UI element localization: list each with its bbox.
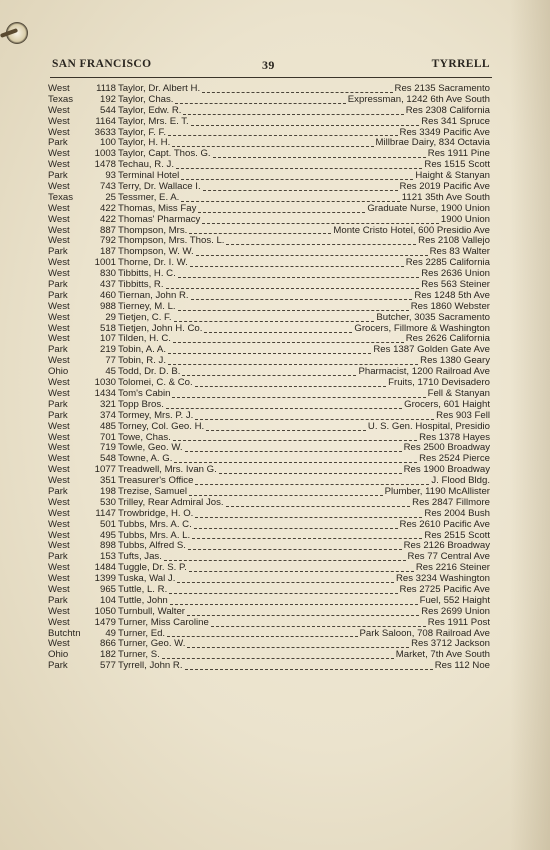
subscriber-address: Res 2108 Vallejo (418, 235, 490, 247)
subscriber-address: Grocers, 601 Haight (404, 398, 490, 410)
subscriber-address: 1121 35th Ave South (401, 191, 490, 203)
subscriber-name: Taylor, Edw. R. (118, 104, 182, 116)
listing-entry (118, 422, 490, 433)
phone-number: 321 (99, 398, 116, 410)
listing-entry (118, 520, 490, 531)
subscriber-name: Torney, Col. Geo. H. (118, 420, 205, 432)
leader-dashes (192, 537, 422, 539)
leader-dashes (194, 527, 398, 529)
phone-number: 1118 (96, 83, 116, 94)
subscriber-address: Monte Cristo Hotel, 600 Presidio Ave (333, 224, 490, 236)
subscriber-name: Taylor, F. F. (118, 126, 166, 138)
phone-number: 153 (99, 551, 116, 563)
subscriber-address: Millbrae Dairy, 834 Octavia (375, 137, 490, 149)
subscriber-name: Thompson, Mrs. Thos. L. (118, 235, 225, 247)
subscriber-address: Grocers, Fillmore & Washington (354, 322, 490, 334)
phone-number: 1001 (94, 257, 116, 269)
subscriber-name: Terminal Hotel (118, 170, 180, 182)
subscriber-address: Res 2216 Steiner (415, 562, 490, 574)
subscriber-name: Towe, Chas. (118, 431, 171, 443)
subscriber-address: Res 2500 Broadway (403, 442, 490, 454)
leader-dashes (170, 603, 418, 605)
leader-dashes (168, 363, 418, 365)
leader-dashes (187, 614, 419, 616)
subscriber-name: Terry, Dr. Wallace I. (118, 181, 201, 193)
subscriber-name: Thomas' Pharmacy (118, 213, 201, 225)
subscriber-address: Fell & Stanyan (427, 387, 490, 399)
phone-number: 104 (99, 594, 116, 606)
listing-row (48, 313, 490, 324)
phone-number: 187 (99, 246, 116, 258)
exchange-name: West (48, 431, 70, 443)
exchange-name: Park (48, 289, 68, 301)
listing-entry (118, 215, 490, 226)
listing-row (48, 117, 490, 128)
exchange-name: Park (48, 170, 68, 182)
subscriber-name: Tibbitts, H. C. (118, 268, 176, 280)
subscriber-name: Tom's Cabin (118, 387, 171, 399)
page-number: 39 (262, 58, 275, 72)
subscriber-name: Taylor, Mrs. E. T. (118, 115, 189, 127)
subscriber-name: Treasurer's Office (118, 475, 194, 487)
leader-dashes (202, 91, 392, 93)
phone-number: 437 (99, 279, 116, 291)
subscriber-address: 1900 Union (440, 213, 490, 225)
subscriber-address: Res 2636 Union (421, 268, 490, 280)
exchange-name: Texas (48, 93, 74, 105)
leader-dashes (167, 635, 357, 637)
subscriber-name: Tubbs, Mrs. A. L. (118, 529, 191, 541)
subscriber-address: Butcher, 3035 Sacramento (376, 311, 490, 323)
subscriber-name: Tubbs, Mrs. A. C. (118, 518, 192, 530)
leader-dashes (174, 320, 375, 322)
phone-number: 1147 (95, 507, 116, 519)
phone-number: 77 (105, 355, 116, 367)
leader-dashes (178, 309, 409, 311)
phone-number: 1478 (94, 159, 116, 171)
subscriber-name: Tubbs, Alfred S. (118, 540, 186, 552)
subscriber-address: Res 3349 Pacific Ave (399, 126, 490, 138)
leader-dashes (169, 592, 397, 594)
subscriber-address: Res 2126 Broadway (403, 540, 490, 552)
phone-number: 887 (99, 224, 116, 236)
leader-dashes (166, 407, 402, 409)
subscriber-address: Res 2515 Scott (424, 529, 490, 541)
subscriber-address: Plumber, 1190 McAllister (384, 485, 490, 497)
exchange-name: West (48, 573, 70, 585)
phone-number: 198 (99, 485, 116, 497)
subscriber-name: Tilden, H. C. (118, 333, 171, 345)
phone-number: 107 (99, 333, 116, 345)
subscriber-address: Fruits, 1710 Devisadero (388, 377, 490, 389)
subscriber-name: Tuska, Wal J. (118, 573, 176, 585)
exchange-name: West (48, 562, 70, 574)
subscriber-address: Res 2524 Pierce (419, 453, 490, 465)
subscriber-name: Tibbitts, R. (118, 279, 164, 291)
subscriber-name: Trilley, Rear Admiral Jos. (118, 496, 224, 508)
exchange-name: West (48, 83, 70, 94)
exchange-name: West (48, 529, 70, 541)
leader-dashes (226, 505, 411, 507)
exchange-name: Ohio (48, 366, 69, 378)
subscriber-address: J. Flood Bldg. (431, 475, 490, 487)
subscriber-name: Thomas, Miss Fay (118, 202, 197, 214)
exchange-name: West (48, 616, 70, 628)
phone-number: 719 (99, 442, 116, 454)
subscriber-address: Res 2135 Sacramento (394, 83, 490, 94)
exchange-name: West (48, 268, 70, 280)
exchange-name: West (48, 453, 70, 465)
exchange-name: West (48, 322, 70, 334)
leader-dashes (181, 200, 399, 202)
leader-dashes (189, 494, 383, 496)
subscriber-address: Res 2019 Pacific Ave (399, 181, 490, 193)
leader-dashes (195, 385, 386, 387)
subscriber-address: Graduate Nurse, 1900 Union (367, 202, 490, 214)
subscriber-address: Pharmacist, 1200 Railroad Ave (358, 366, 490, 378)
listing-row (48, 520, 490, 531)
subscriber-name: Techau, R. J. (118, 159, 174, 171)
leader-dashes (166, 287, 420, 289)
subscriber-name: Tietjen, C. F. (118, 311, 172, 323)
phone-number: 1434 (94, 387, 116, 399)
phone-number: 1399 (94, 573, 116, 585)
exchange-name: West (48, 235, 70, 247)
exchange-name: West (48, 181, 70, 193)
subscriber-name: Thorne, Dr. I. W. (118, 257, 188, 269)
leader-dashes (183, 113, 403, 115)
phone-number: 701 (99, 431, 116, 443)
exchange-name: Park (48, 398, 68, 410)
subscriber-name: Tiernan, John R. (118, 289, 189, 301)
subscriber-address: Res 3712 Jackson (411, 638, 490, 650)
leader-dashes (176, 167, 422, 169)
leader-dashes (206, 429, 366, 431)
header-rule (50, 77, 492, 78)
subscriber-name: Tuttle, John (118, 594, 168, 606)
leader-dashes (185, 450, 402, 452)
subscriber-name: Towle, Geo. W. (118, 442, 183, 454)
exchange-name: West (48, 257, 70, 269)
subscriber-address: Res 2610 Pacific Ave (399, 518, 490, 530)
listing-entry (118, 313, 490, 324)
subscriber-address: Res 1515 Scott (424, 159, 490, 171)
leader-dashes (203, 189, 398, 191)
leader-dashes (202, 222, 439, 224)
subscriber-name: Taylor, Capt. Thos. G. (118, 148, 211, 160)
phone-number: 422 (99, 213, 116, 225)
leader-dashes (189, 232, 331, 234)
leader-dashes (172, 396, 425, 398)
subscriber-name: Turner, Ed. (118, 627, 166, 639)
exchange-name: Park (48, 409, 68, 421)
exchange-name: West (48, 355, 70, 367)
leader-dashes (187, 646, 409, 648)
exchange-name: West (48, 104, 70, 116)
exchange-name: West (48, 159, 70, 171)
leader-dashes (173, 439, 417, 441)
leader-dashes (226, 243, 416, 245)
phone-number: 577 (99, 660, 116, 672)
leader-dashes (198, 211, 365, 213)
subscriber-name: Tobin, A. A. (118, 344, 167, 356)
subscriber-address: Res 1387 Golden Gate Ave (373, 344, 490, 356)
leader-dashes (219, 472, 402, 474)
leader-dashes (211, 625, 426, 627)
exchange-name: West (48, 605, 70, 617)
subscriber-name: Tuttle, L. R. (118, 583, 168, 595)
phone-number: 501 (99, 518, 116, 530)
exchange-name: West (48, 518, 70, 530)
leader-dashes (172, 145, 373, 147)
phone-number: 518 (99, 322, 116, 334)
leader-dashes (188, 548, 402, 550)
exchange-name: Park (48, 137, 68, 149)
listing-entry (118, 618, 490, 629)
phone-number: 1077 (94, 464, 116, 476)
leader-dashes (195, 516, 422, 518)
listing-row (48, 509, 490, 520)
subscriber-address: Res 2699 Union (421, 605, 490, 617)
phone-number: 544 (99, 104, 116, 116)
exchange-name: West (48, 583, 70, 595)
subscriber-address: Fuel, 552 Haight (419, 594, 490, 606)
leader-dashes (204, 331, 352, 333)
subscriber-name: Taylor, Chas. (118, 93, 174, 105)
exchange-name: Park (48, 485, 68, 497)
phone-number: 219 (99, 344, 116, 356)
exchange-name: West (48, 202, 70, 214)
leader-dashes (181, 178, 413, 180)
exchange-name: West (48, 224, 70, 236)
leader-dashes (185, 668, 433, 670)
exchange-name: Park (48, 246, 68, 258)
listing-row (48, 618, 490, 629)
phone-number: 3633 (94, 126, 116, 138)
listing-row (48, 215, 490, 226)
phone-number: 1164 (95, 115, 116, 127)
subscriber-name: Tierney, M. L. (118, 300, 176, 312)
subscriber-name: Tolomei, C. & Co. (118, 377, 193, 389)
phone-number: 743 (99, 181, 116, 193)
directory-listing (48, 84, 490, 672)
subscriber-name: Topp Bros. (118, 398, 164, 410)
subscriber-name: Taylor, H. H. (118, 137, 171, 149)
phone-number: 100 (99, 137, 116, 149)
leader-dashes (213, 156, 426, 158)
phone-number: 830 (99, 268, 116, 280)
header-last-name: TYRRELL (431, 58, 490, 70)
listing-entry (118, 661, 490, 672)
exchange-name: West (48, 496, 70, 508)
exchange-name: Park (48, 551, 68, 563)
phone-number: 1479 (94, 616, 116, 628)
exchange-name: Park (48, 279, 68, 291)
phone-number: 192 (99, 93, 116, 105)
subscriber-name: Thompson, Mrs. (118, 224, 188, 236)
binding-hole (6, 22, 28, 44)
leader-dashes (174, 461, 417, 463)
phone-number: 485 (99, 420, 116, 432)
exchange-name: West (48, 475, 70, 487)
phone-number: 460 (99, 289, 116, 301)
phone-number: 988 (99, 300, 116, 312)
exchange-name: West (48, 300, 70, 312)
subscriber-address: Res 3234 Washington (395, 573, 490, 585)
phone-number: 374 (99, 409, 116, 421)
phone-number: 1050 (94, 605, 116, 617)
phone-number: 93 (105, 170, 116, 182)
subscriber-name: Turner, S. (118, 649, 160, 661)
exchange-name: West (48, 333, 70, 345)
exchange-name: West (48, 213, 70, 225)
exchange-name: West (48, 507, 70, 519)
phone-number: 49 (105, 627, 116, 639)
phone-number: 1030 (94, 377, 116, 389)
subscriber-name: Towne, A. G. (118, 453, 173, 465)
phone-number: 965 (99, 583, 116, 595)
phone-number: 792 (99, 235, 116, 247)
header-city: SAN FRANCISCO (52, 58, 152, 70)
subscriber-address: Res 341 Spruce (421, 115, 490, 127)
phone-number: 351 (99, 475, 116, 487)
phone-number: 1003 (94, 148, 116, 160)
subscriber-address: Res 1380 Geary (420, 355, 490, 367)
listing-row (48, 607, 490, 618)
leader-dashes (195, 483, 429, 485)
exchange-name: West (48, 148, 70, 160)
exchange-name: West (48, 115, 70, 127)
exchange-name: West (48, 540, 70, 552)
exchange-name: West (48, 377, 70, 389)
subscriber-address: Res 1911 Pine (427, 148, 490, 160)
exchange-name: West (48, 126, 70, 138)
phone-number: 495 (99, 529, 116, 541)
subscriber-name: Turner, Miss Caroline (118, 616, 209, 628)
exchange-name: West (48, 387, 70, 399)
subscriber-address: Res 1860 Webster (410, 300, 490, 312)
leader-dashes (168, 134, 398, 136)
subscriber-address: Res 1900 Broadway (403, 464, 490, 476)
leader-dashes (182, 374, 356, 376)
subscriber-name: Tyrrell, John R. (118, 660, 183, 672)
leader-dashes (175, 102, 345, 104)
phone-number: 182 (99, 649, 116, 661)
subscriber-address: Res 77 Central Ave (407, 551, 490, 563)
listing-row (48, 661, 490, 672)
subscriber-address: Res 83 Walter (429, 246, 490, 258)
leader-dashes (177, 581, 394, 583)
listing-entry (118, 411, 490, 422)
subscriber-address: Res 2285 California (405, 257, 490, 269)
exchange-name: West (48, 442, 70, 454)
phone-number: 29 (105, 311, 116, 323)
subscriber-address: Res 563 Steiner (421, 279, 490, 291)
subscriber-address: Res 1911 Post (427, 616, 490, 628)
subscriber-name: Tuggle, Dr. S. P. (118, 562, 187, 574)
phone-number: 45 (105, 366, 116, 378)
leader-dashes (196, 254, 428, 256)
exchange-name: Butchtn (48, 627, 81, 639)
exchange-name: Park (48, 594, 68, 606)
subscriber-address: Haight & Stanyan (415, 170, 490, 182)
subscriber-name: Turnbull, Walter (118, 605, 185, 617)
exchange-name: West (48, 638, 70, 650)
leader-dashes (190, 265, 404, 267)
subscriber-address: Res 1378 Hayes (419, 431, 490, 443)
subscriber-address: Res 2847 Fillmore (412, 496, 490, 508)
leader-dashes (162, 657, 394, 659)
listing-entry (118, 117, 490, 128)
exchange-name: Park (48, 660, 68, 672)
subscriber-name: Thompson, W. W. (118, 246, 194, 258)
subscriber-address: Market, 7th Ave South (395, 649, 490, 661)
phone-number: 25 (105, 191, 116, 203)
subscriber-name: Tufts, Jas. (118, 551, 162, 563)
phone-number: 898 (99, 540, 116, 552)
subscriber-name: Tessmer, E. A. (118, 191, 180, 203)
subscriber-name: Tietjen, John H. Co. (118, 322, 203, 334)
leader-dashes (191, 124, 419, 126)
phone-number: 530 (99, 496, 116, 508)
subscriber-address: Res 2308 California (405, 104, 490, 116)
exchange-name: Park (48, 344, 68, 356)
subscriber-name: Trowbridge, H. O. (118, 507, 194, 519)
subscriber-name: Tobin, R. J. (118, 355, 166, 367)
exchange-name: Ohio (48, 649, 69, 661)
exchange-name: West (48, 311, 70, 323)
subscriber-name: Trezise, Samuel (118, 485, 187, 497)
phone-number: 866 (99, 638, 116, 650)
subscriber-name: Taylor, Dr. Albert H. (118, 83, 201, 94)
subscriber-address: Res 2626 California (405, 333, 490, 345)
listing-row (48, 411, 490, 422)
exchange-name: West (48, 420, 70, 432)
phone-number: 422 (99, 202, 116, 214)
subscriber-address: Res 1248 5th Ave (414, 289, 490, 301)
leader-dashes (173, 341, 404, 343)
subscriber-address: Expressman, 1242 6th Ave South (347, 93, 490, 105)
page-header (52, 58, 490, 74)
subscriber-address: Res 112 Noe (434, 660, 490, 672)
leader-dashes (164, 559, 406, 561)
phone-number: 1484 (94, 562, 116, 574)
exchange-name: Texas (48, 191, 74, 203)
subscriber-name: Turner, Geo. W. (118, 638, 186, 650)
listing-row (48, 422, 490, 433)
listing-entry (118, 509, 490, 520)
leader-dashes (191, 298, 413, 300)
leader-dashes (189, 570, 414, 572)
exchange-name: West (48, 464, 70, 476)
leader-dashes (195, 418, 434, 420)
leader-dashes (168, 352, 371, 354)
subscriber-address: Res 2004 Bush (424, 507, 490, 519)
leader-dashes (178, 276, 419, 278)
phone-number: 548 (99, 453, 116, 465)
subscriber-name: Treadwell, Mrs. Ivan G. (118, 464, 217, 476)
subscriber-address: Park Saloon, 708 Railroad Ave (359, 627, 490, 639)
subscriber-address: Res 2725 Pacific Ave (399, 583, 490, 595)
subscriber-name: Todd, Dr. D. B. (118, 366, 181, 378)
subscriber-name: Tormey, Mrs. P. J. (118, 409, 194, 421)
subscriber-address: Res 903 Fell (436, 409, 490, 421)
subscriber-address: U. S. Gen. Hospital, Presidio (367, 420, 490, 432)
